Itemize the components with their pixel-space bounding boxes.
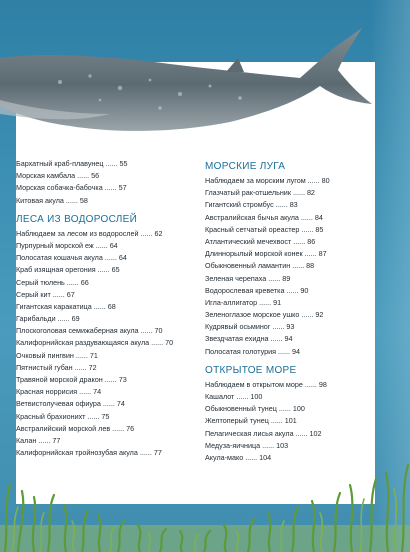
contents-entry: Гигантская каракатица ...... 68 [16, 301, 116, 311]
contents-entry: Краб изящная орегония ...... 65 [16, 265, 120, 275]
contents-entry: Игла-аллигатор ...... 91 [205, 297, 282, 307]
contents-entry: Медуза-яичница ...... 103 [205, 440, 289, 450]
contents-entry: Ветвистолучевая офиура ...... 74 [16, 399, 125, 409]
contents-entry: Морская собачка-бабочка ...... 57 [16, 183, 127, 193]
contents-entry: Калан ...... 77 [16, 435, 61, 445]
seagrass-illustration [0, 455, 410, 552]
contents-column-right [205, 158, 375, 464]
contents-entry: Зеленая черепаха ...... 89 [205, 273, 291, 283]
contents-entry: Гарибальди ...... 69 [16, 314, 80, 324]
contents-entry: Красный брахионихт ...... 75 [16, 411, 110, 421]
contents-entry: Полосатая голотурия ...... 94 [205, 346, 300, 356]
contents-entry: Зеленоглазое морское ушко ...... 92 [205, 310, 324, 320]
contents-entry: Наблюдаем в открытом море ...... 98 [205, 379, 327, 389]
contents-entry: Калифорнийская раздувающаяся акула ...... 70 [16, 338, 174, 348]
contents-entry: Пятнистый губан ...... 72 [16, 362, 97, 372]
contents-entry: Пелагическая лисья акула ...... 102 [205, 428, 322, 438]
section-heading: МОРСКИЕ ЛУГА [205, 161, 286, 172]
contents-entry: Китовая акула ...... 58 [16, 195, 88, 205]
section-heading: ЛЕСА ИЗ ВОДОРОСЛЕЙ [16, 213, 138, 225]
contents-entry: Красная норрисия ...... 74 [16, 387, 102, 397]
section-heading: ОТКРЫТОЕ МОРЕ [205, 364, 297, 376]
contents-entry: Обыкновенный тунец ...... 100 [205, 404, 305, 414]
contents-entry: Кашалот ...... 100 [205, 392, 263, 401]
contents-entry: Полосатая кошачья акула ...... 64 [16, 253, 127, 263]
contents-entry: Пурпурный морской еж ...... 64 [16, 240, 118, 250]
contents-entry: Калифорнийская тройнозубая акула ...... 77 [16, 448, 162, 458]
contents-entry: Бархатный краб-плавунец ...... 55 [16, 159, 128, 168]
contents-entry: Наблюдаем за лесом из водорослей ...... 62 [16, 228, 163, 238]
contents-entry: Очковый пингвин ...... 71 [16, 350, 98, 360]
contents-entry: Морская камбала ...... 56 [16, 171, 100, 181]
contents-entry: Водорослевая креветка ...... 90 [205, 285, 309, 295]
contents-entry: Гигантский стромбус ...... 83 [205, 200, 298, 210]
contents-entry: Длиннорылый морской конек ...... 87 [205, 249, 327, 259]
whale-illustration [0, 22, 372, 144]
contents-entry: Травяной морской дракон ...... 73 [16, 375, 127, 384]
contents-entry: Акула-мако ...... 104 [205, 452, 272, 462]
contents-entry: Кудрявый осьминог ...... 93 [205, 322, 295, 332]
contents-entry: Серый тюлень ...... 66 [16, 277, 89, 287]
contents-entry: Серый кит ...... 67 [16, 289, 75, 299]
contents-entry: Австралийская бычья акула ...... 84 [205, 212, 323, 222]
contents-entry: Звездчатая ехидна ...... 94 [205, 334, 293, 344]
contents-entry: Наблюдаем за морским лугом ...... 80 [205, 176, 330, 185]
contents-entry: Желтоперый тунец ...... 101 [205, 416, 297, 426]
contents-entry: Австралийский морской лев ...... 76 [16, 423, 135, 433]
contents-entry: Обыкновенный ламантин ...... 88 [205, 261, 315, 271]
contents-entry: Атлантический мечехвост ...... 86 [205, 236, 316, 246]
contents-entry: Красный сетчатый ореастер ...... 85 [205, 224, 324, 234]
contents-entry: Плоскоголовая семижаберная акула ...... 70 [16, 326, 163, 336]
contents-entry: Глазчатый рак-отшельник ...... 82 [205, 188, 315, 198]
contents-column-left [16, 158, 196, 459]
